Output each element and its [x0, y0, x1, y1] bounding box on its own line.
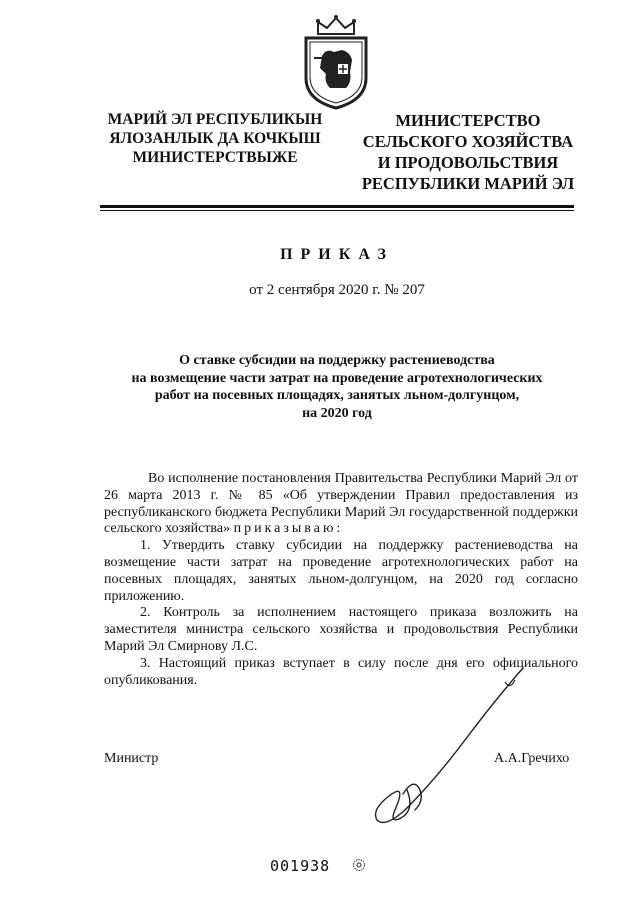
signer-title: Министр: [104, 751, 159, 766]
header-right-line: РЕСПУБЛИКИ МАРИЙ ЭЛ: [361, 174, 575, 193]
subject-line: работ на посевных площадях, занятых льном-долгунцом,: [154, 388, 520, 403]
order-item: 2. Контроль за исполнением настоящего приказа возложить на заместителя министра сельского хозяйства и продовольствия Республики Марий Эл Смирнову Л.С.: [104, 605, 578, 654]
order-item: 3. Настоящий приказ вступает в силу после дня его официального опубликования.: [104, 655, 578, 688]
document-date-number: от 2 сентября 2020 г. № 207: [249, 282, 425, 298]
subject-line: О ставке субсидии на поддержку растениеводства: [179, 353, 495, 368]
header-divider-thick: [100, 205, 574, 208]
serial-number: 001938: [270, 857, 331, 875]
coat-of-arms-icon: [300, 12, 372, 112]
header-right-line: И ПРОДОВОЛЬСТВИЯ: [377, 153, 559, 172]
handwritten-signature: [355, 660, 555, 840]
preamble-text: Во исполнение постановления Правительства Республики Марий Эл от 26 марта 2013 г. № 85 «Об утверждении Правил предоставления из республиканского бюджета Республики Марий Эл государственной поддержки сельского хозяйства»: [104, 471, 578, 537]
signer-name: А.А.Гречихо: [494, 751, 570, 766]
document-subject: [100, 352, 574, 422]
header-left-line: МАРИЙ ЭЛ РЕСПУБЛИКЫН: [107, 111, 323, 128]
order-item: 1. Утвердить ставку субсидии на поддержку растениеводства на возмещение части затрат на проведение агротехнологических работ на посевных площадях, занятых льном-долгунцом, на 2020 год согласно приложению.: [104, 538, 578, 604]
document-title: ПРИКАЗ: [280, 246, 394, 263]
header-left-line: МИНИСТЕРСТВЫЖЕ: [132, 149, 298, 166]
header-left: [100, 110, 330, 167]
preamble-order-word: приказываю:: [233, 521, 344, 537]
header-divider-thin: [100, 210, 574, 211]
header-right: [352, 110, 584, 194]
document-body: [104, 471, 578, 689]
seal-mark-icon: [352, 858, 366, 872]
header-left-line: ЯЛОЗАНЛЫК ДА КОЧКЫШ: [109, 130, 321, 147]
header-right-line: СЕЛЬСКОГО ХОЗЯЙСТВА: [362, 132, 574, 151]
subject-line: на возмещение части затрат на проведение агротехнологических: [131, 370, 543, 386]
subject-line: на 2020 год: [302, 405, 372, 421]
header-right-line: МИНИСТЕРСТВО: [395, 111, 541, 130]
preamble-paragraph: [104, 471, 578, 538]
